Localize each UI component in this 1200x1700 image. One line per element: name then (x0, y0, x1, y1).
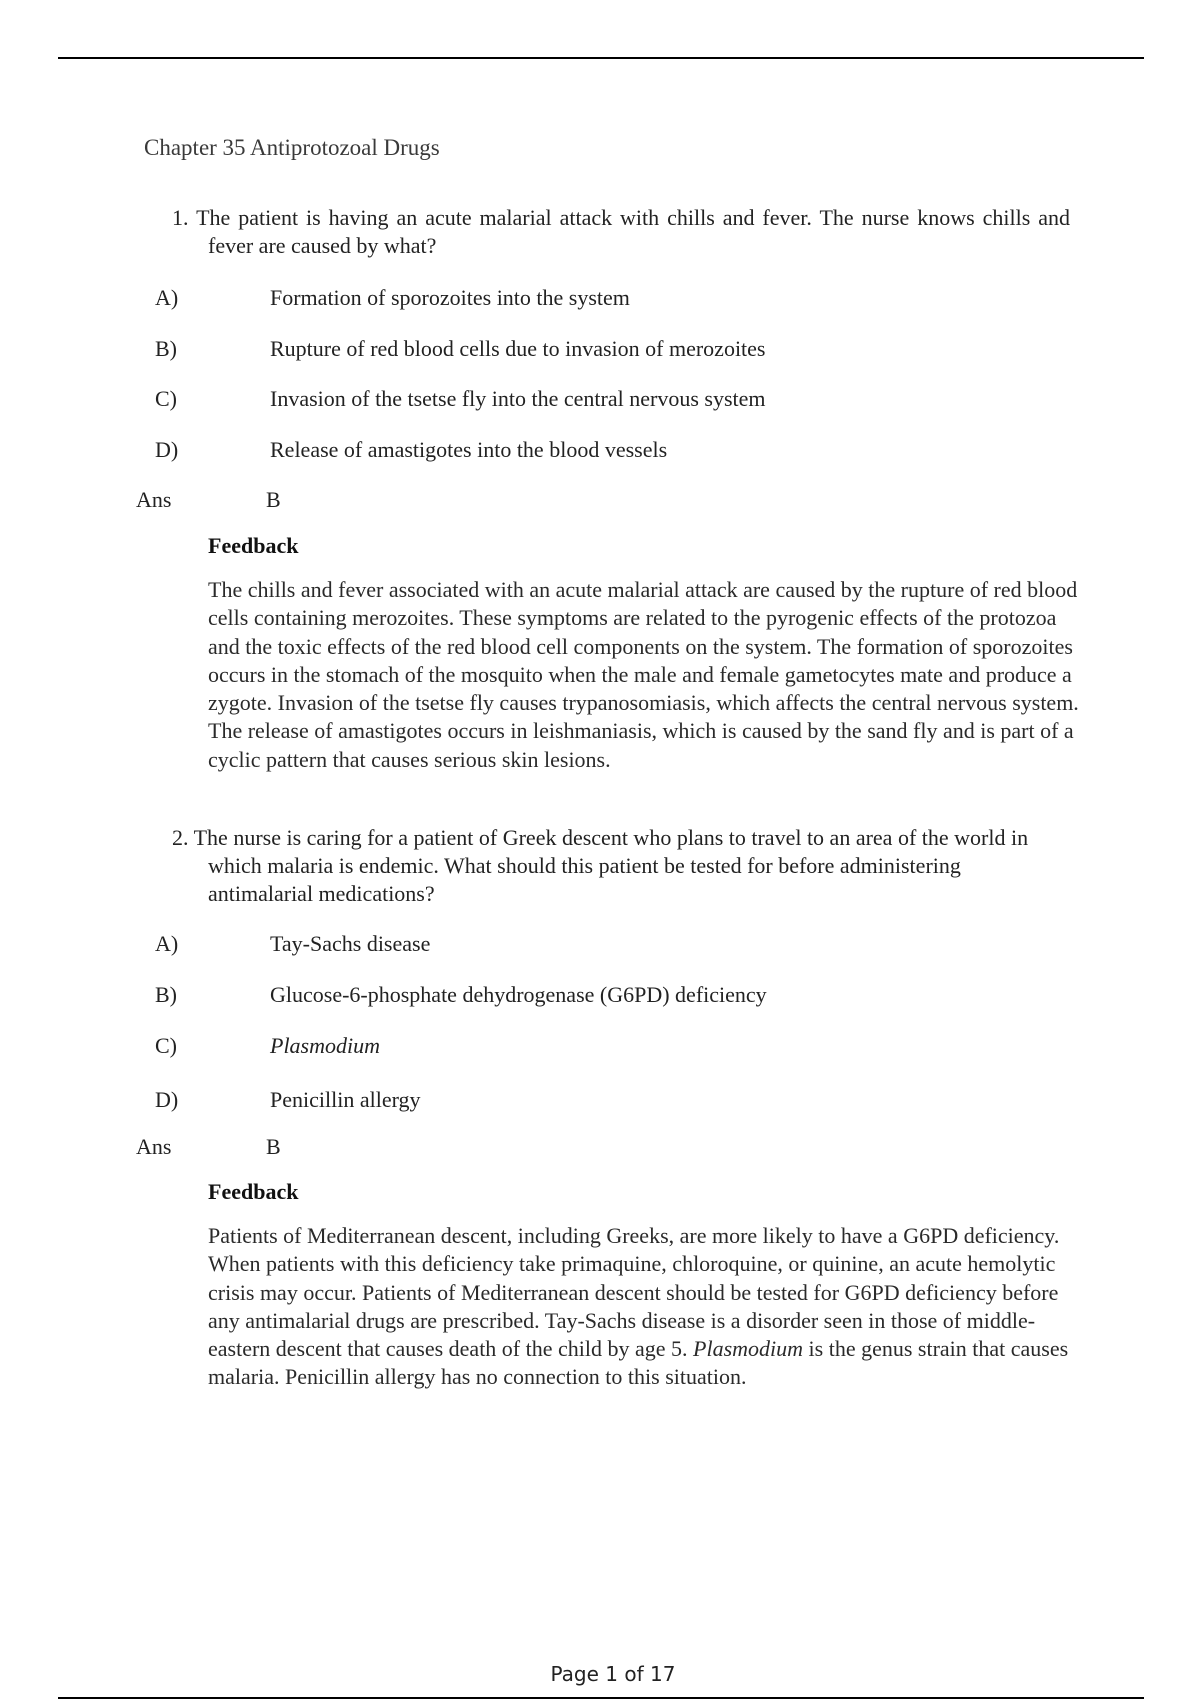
question-2-option-b-letter: B) (155, 982, 177, 1007)
question-1-number: 1. (172, 205, 189, 230)
question-2-option-d-letter: D) (155, 1087, 179, 1112)
question-2-option-a-text: Tay-Sachs disease (270, 931, 431, 956)
question-1-answer-value: B (266, 487, 281, 512)
footer-rule (58, 1697, 1144, 1699)
question-1-option-b-text: Rupture of red blood cells due to invasion of merozoites (270, 336, 766, 361)
question-1-option-d-letter: D) (155, 437, 179, 462)
page-number: Page 1 of 17 (550, 1662, 676, 1686)
question-2-feedback-italic-term: Plasmodium (693, 1336, 804, 1362)
question-2-stem (172, 824, 1070, 908)
question-1-option-b-letter: B) (155, 336, 177, 361)
question-2-option-a-letter: A) (155, 931, 179, 956)
question-2-answer-value: B (266, 1134, 281, 1159)
question-1-option-c-letter: C) (155, 386, 177, 411)
chapter-title: Chapter 35 Antiprotozoal Drugs (144, 135, 440, 160)
question-2-feedback-text-part-2: is the genus strain that causes malaria. Penicillin allergy has no connection to this situation. (208, 1336, 1069, 1390)
header-rule (58, 57, 1144, 59)
question-1-option-a-text: Formation of sporozoites into the system (270, 285, 630, 310)
question-1-answer-label: Ans (136, 487, 172, 512)
question-1-text: The patient is having an acute malarial attack with chills and fever. The nurse knows chills and fever are caused by what? (196, 205, 1070, 258)
question-1-stem (172, 204, 1070, 260)
question-2-option-c-text: Plasmodium (270, 1033, 380, 1058)
question-2-option-d-text: Penicillin allergy (270, 1087, 421, 1112)
question-2-feedback-heading: Feedback (208, 1179, 299, 1204)
question-1-option-d-text: Release of amastigotes into the blood vessels (270, 437, 668, 462)
question-1-option-c-text: Invasion of the tsetse fly into the central nervous system (270, 386, 766, 411)
question-2-number: 2. (172, 825, 189, 850)
question-2-feedback-text (208, 1222, 1080, 1392)
question-2-text: The nurse is caring for a patient of Greek descent who plans to travel to an area of the world in which malaria is endemic. What should this patient be tested for before administering antimalarial medications? (193, 825, 1029, 906)
question-2-feedback-text-part-1: Patients of Mediterranean descent, including Greeks, are more likely to have a G6PD deficiency. When patients with this deficiency take primaquine, chloroquine, or quinine, an acute hemolytic crisis may occur. Patients of Mediterranean descent should be tested for G6PD deficiency before any antimalarial drugs are prescribed. Tay-Sachs disease is a disorder seen in those of middle-eastern descent that causes death of the child by age 5. (208, 1223, 1060, 1362)
question-2-answer-label: Ans (136, 1134, 172, 1159)
question-2-option-c-letter: C) (155, 1033, 177, 1058)
question-2-option-b-text: Glucose-6-phosphate dehydrogenase (G6PD) deficiency (270, 982, 767, 1007)
question-1-feedback-heading: Feedback (208, 533, 299, 558)
question-1-feedback-text: The chills and fever associated with an acute malarial attack are caused by the rupture of red blood cells containing merozoites. These symptoms are related to the pyrogenic effects of the protozoa and the toxic effects of the red blood cell components on the system. The formation of sporozoites occurs in the stomach of the mosquito when the male and female gametocytes mate and produce a zygote. Invasion of the tsetse fly causes trypanosomiasis, which affects the central nervous system. The release of amastigotes occurs in leishmaniasis, which is caused by the sand fly and is part of a cyclic pattern that causes serious skin lesions. (208, 577, 1079, 772)
question-1-option-a-letter: A) (155, 285, 179, 310)
